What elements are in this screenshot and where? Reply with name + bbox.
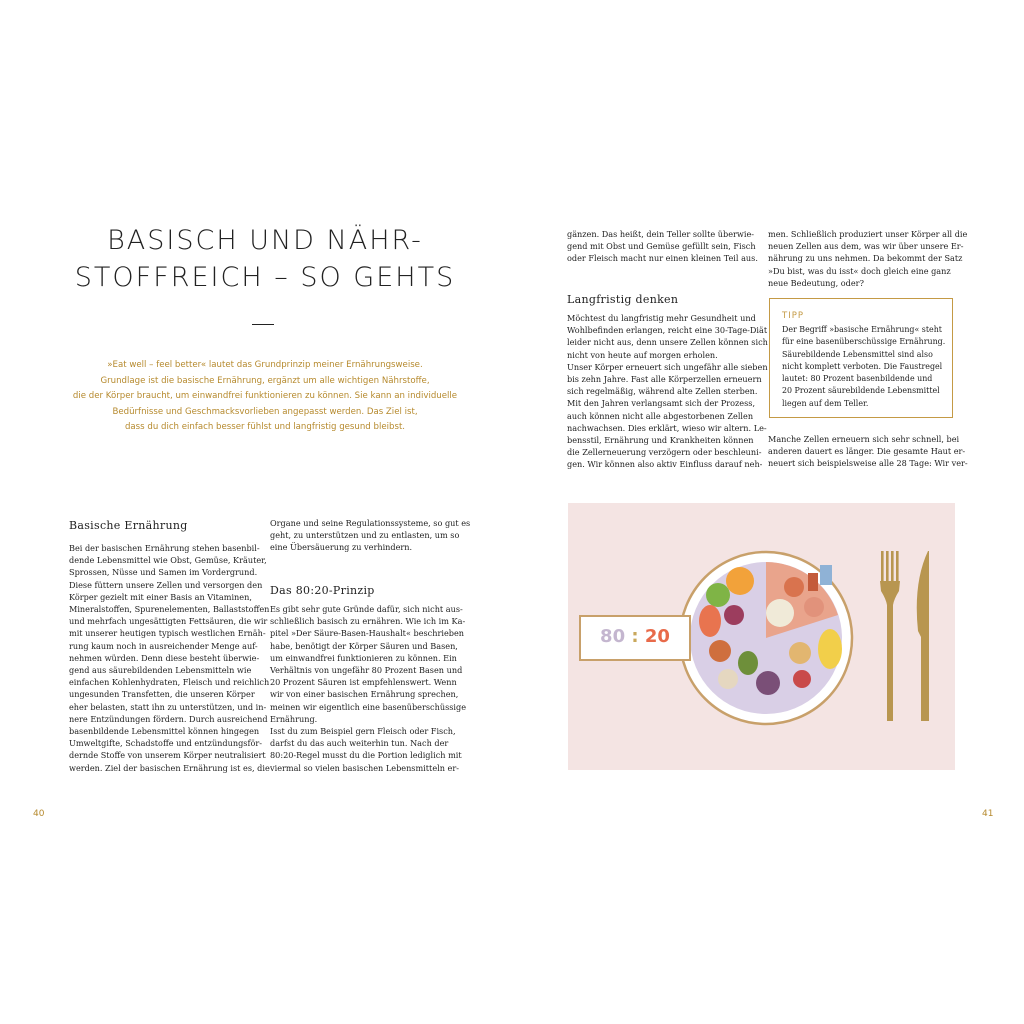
text-line: neue Bedeutung, oder? [768, 277, 864, 288]
text-line: Bei der basischen Ernährung stehen basenbil- [69, 543, 260, 553]
body-column-left-2 [270, 603, 466, 774]
intro-line: dass du dich einfach besser fühlst und langfristig gesund bleibst. [124, 422, 406, 432]
text-line: nicht von heute auf morgen erholen. [567, 349, 718, 360]
intro-line: die der Körper braucht, um einwandfrei funktionieren zu können. Sie kann an individuelle [72, 391, 458, 401]
text-line: gend mit Obst und Gemüse gefüllt sein, Fisch [567, 241, 756, 252]
text-line: liegen auf dem Teller. [782, 398, 869, 408]
text-line: Mit den Jahren verlangsamt sich der Prozess, [567, 398, 756, 409]
section-heading-80-20-prinzip: Das 80:20-Prinzip [270, 584, 375, 597]
plate-icon [680, 552, 852, 724]
text-line: lautet: 80 Prozent basenbildende und [782, 374, 933, 384]
text-line: wir von einer basischen Ernährung sprechen, [270, 689, 459, 700]
title-line-1: BASISCH UND NÄHR- [107, 225, 423, 256]
text-line: Mineralstoffen, Spurenelementen, Ballaststoffen [69, 604, 270, 615]
knife-icon [917, 551, 929, 721]
ratio-separator: : [631, 626, 639, 647]
page-title [40, 222, 490, 296]
text-line: dende Lebensmittel wie Obst, Gemüse, Kräuter, [69, 555, 267, 566]
text-line: Möchtest du langfristig mehr Gesundheit und [567, 313, 756, 323]
text-line: die Zellerneuerung verzögern oder beschleuni- [567, 447, 762, 458]
text-line: pitel »Der Säure-Basen-Haushalt« beschrieben [270, 628, 464, 639]
text-line: Manche Zellen erneuern sich sehr schnell, bei [768, 434, 960, 444]
ratio-label [580, 626, 690, 647]
text-line: viermal so vielen basischen Lebensmitteln er- [270, 762, 459, 773]
text-line: Wohlbefinden erlangen, reicht eine 30-Tage-Diät [567, 325, 768, 336]
text-line: Unser Körper erneuert sich ungefähr alle sieben [567, 361, 768, 372]
text-line: 20 Prozent Säuren ist empfehlenswert. Wenn [270, 677, 457, 688]
text-line: nere Entzündungen fördern. Durch ausreichend [69, 713, 268, 724]
text-line: leider nicht aus, denn unsere Zellen können sich [567, 337, 768, 348]
text-line: Umweltgifte, Schadstoffe und entzündungsför- [69, 738, 262, 749]
text-line: und mehrfach ungesättigten Fettsäuren, die wir [69, 616, 268, 627]
text-line: Isst du zum Beispiel gern Fleisch oder Fisch, [270, 726, 456, 737]
text-line: Sprossen, Nüsse und Samen im Vordergrund. [69, 567, 258, 578]
body-column-right-1-top [567, 228, 758, 265]
text-line: Ernährung. [270, 713, 318, 724]
body-column-right-2-bottom [768, 433, 968, 470]
text-line: mit unserer heutigen typisch westlichen Ernäh- [69, 628, 266, 639]
text-line: Verhältnis von ungefähr 80 Prozent Basen und [270, 665, 463, 676]
text-line: einfachen Kohlenhydraten, Fleisch und reichlich [69, 677, 270, 688]
text-line: sich regelmäßig, während alte Zellen sterben. [567, 386, 758, 397]
body-column-left-1 [69, 542, 270, 774]
text-line: dernde Stoffe von unserem Körper neutralisiert [69, 750, 266, 761]
text-line: Der Begriff »basische Ernährung« steht [782, 325, 942, 334]
section-heading-basische-ernaehrung: Basische Ernährung [69, 519, 188, 532]
title-line-2: STOFFREICH – SO GEHTS [74, 262, 456, 293]
text-line: anderen dauert es länger. Die gesamte Haut er- [768, 446, 966, 457]
text-line: für eine basenüberschüssige Ernährung. [782, 337, 946, 347]
text-line: men. Schließlich produziert unser Körper all die [768, 229, 968, 239]
text-line: meinen wir eigentlich eine basenüberschüssige [270, 701, 467, 712]
text-line: Säurebildende Lebensmittel sind also [782, 349, 933, 359]
text-line: werden. Ziel der basischen Ernährung ist es, die [69, 762, 270, 773]
body-column-right-1 [567, 312, 768, 471]
intro-line: Grundlage ist die basische Ernährung, ergänzt um alle wichtigen Nährstoffe, [100, 375, 430, 386]
text-line: habe, benötigt der Körper Säuren und Basen, [270, 640, 458, 651]
text-line: neuen Zellen aus dem, was wir über unsere Er- [768, 241, 964, 252]
ratio-base: 80 [600, 626, 626, 647]
text-line: Diese füttern unsere Zellen und versorgen den [69, 579, 263, 590]
intro-line: Bedürfnisse und Geschmacksvorlieben angepasst werden. Das Ziel ist, [112, 406, 418, 417]
text-line: nicht komplett verboten. Die Faustregel [782, 361, 943, 371]
fork-icon [880, 551, 900, 721]
text-line: Organe und seine Regulationssysteme, so gut es [270, 518, 471, 528]
text-line: nehmen würden. Denn diese besteht überwie- [69, 652, 260, 663]
text-line: nachwachsen. Dies erklärt, wieso wir altern. Le- [567, 422, 767, 433]
text-line: darfst du das auch weiterhin tun. Nach der [270, 738, 449, 749]
text-line: Körper gezielt mit einer Basis an Vitaminen, [69, 591, 252, 602]
text-line: »Du bist, was du isst« doch gleich eine ganz [768, 265, 951, 276]
text-line: nährung zu uns nehmen. Da bekommt der Satz [768, 253, 963, 264]
intro-paragraph [40, 358, 490, 436]
text-line: oder Fleisch macht nur einen kleinen Teil aus. [567, 253, 758, 264]
text-line: auch können nicht alle abgestorbenen Zellen [567, 410, 754, 421]
text-line: gend aus säurebildenden Lebensmitteln wie [69, 665, 252, 676]
page-number-right: 41 [982, 809, 994, 819]
text-line: bis zehn Jahre. Fast alle Körperzellen erneuern [567, 374, 762, 385]
text-line: um einwandfrei funktionieren zu können. Ein [270, 652, 457, 663]
text-line: ungesunden Transfetten, die unseren Körper [69, 689, 255, 700]
text-line: geht, zu unterstützen und zu entlasten, um so [270, 530, 460, 541]
page-number-left: 40 [33, 809, 45, 819]
text-line: eine Übersäuerung zu verhindern. [270, 542, 413, 553]
ratio-acid: 20 [644, 626, 670, 647]
text-line: 20 Prozent säurebildende Lebensmittel [782, 386, 940, 396]
text-line: bensstil, Ernährung und Krankheiten können [567, 435, 754, 446]
text-line: neuert sich beispielsweise alle 28 Tage: Wir ver- [768, 458, 968, 469]
text-line: rung kaum noch in ausreichender Menge auf- [69, 640, 258, 651]
body-column-left-2-top [270, 517, 470, 554]
text-line: eher belasten, statt ihn zu unterstützen, und in- [69, 701, 267, 712]
text-line: gen. Wir können also aktiv Einfluss darauf neh- [567, 459, 763, 470]
tip-label: TIPP [782, 311, 804, 321]
tip-text [782, 324, 945, 410]
text-line: gänzen. Das heißt, dein Teller sollte überwie- [567, 229, 755, 239]
intro-line: »Eat well – feel better« lautet das Grundprinzip meiner Ernährungsweise. [107, 360, 423, 370]
text-line: 80:20-Regel musst du die Portion lediglich mit [270, 750, 462, 761]
body-column-right-2-top [768, 228, 967, 289]
text-line: basenbildende Lebensmittel können hingegen [69, 726, 260, 737]
text-line: schließlich basisch zu ernähren. Wie ich im Ka- [270, 616, 466, 627]
text-line: Es gibt sehr gute Gründe dafür, sich nicht aus- [270, 604, 463, 614]
title-divider [252, 324, 274, 325]
section-heading-langfristig-denken: Langfristig denken [567, 293, 679, 306]
